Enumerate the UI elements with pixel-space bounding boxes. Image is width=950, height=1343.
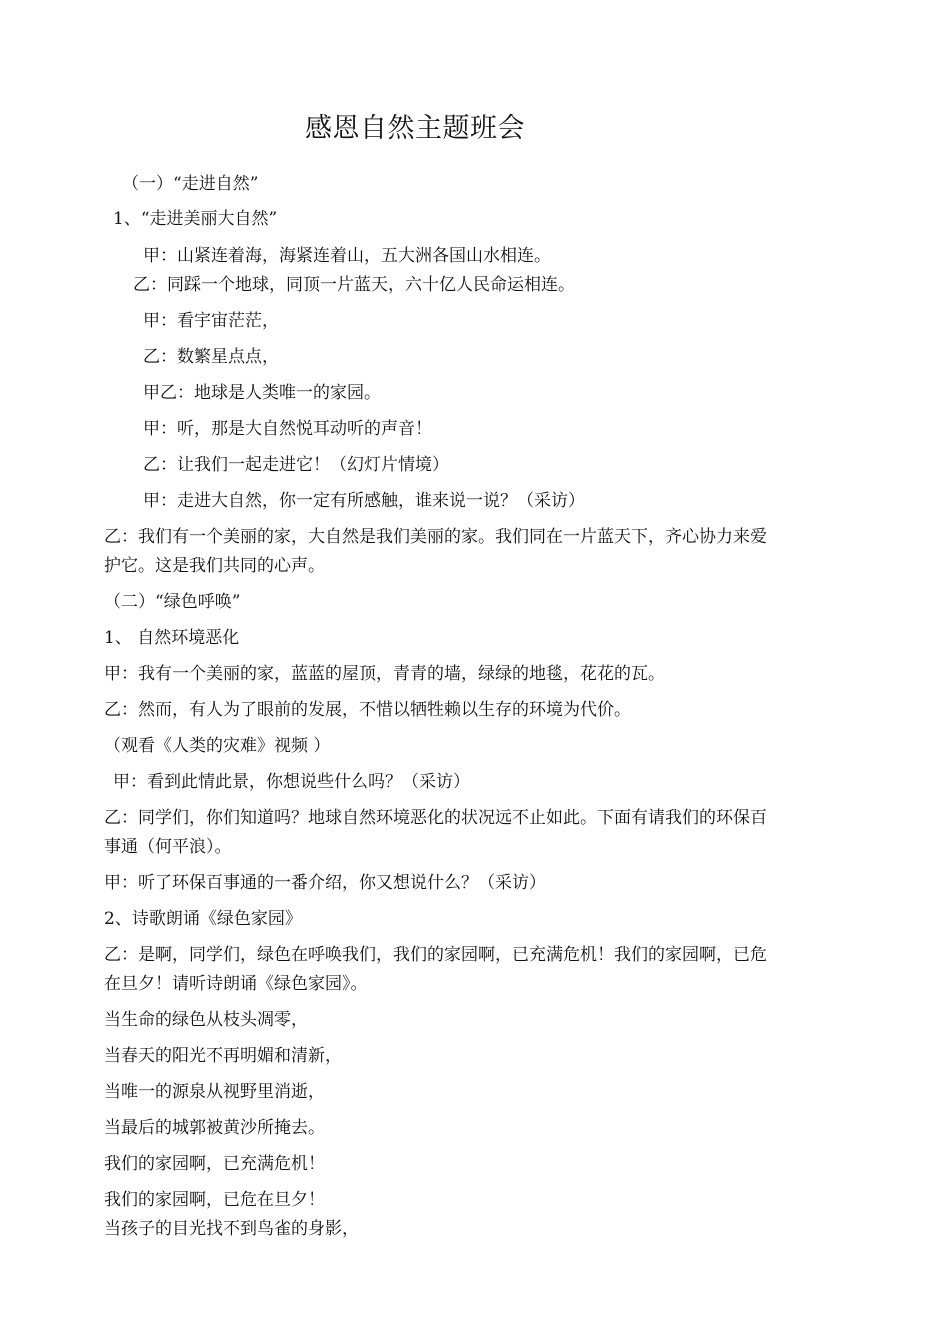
dialogue-line: 甲：山紧连着海，海紧连着山，五大洲各国山水相连。 bbox=[143, 246, 551, 266]
stage-direction: （观看《人类的灾难》视频 ） bbox=[104, 736, 331, 756]
dialogue-line: 乙：是啊，同学们，绿色在呼唤我们，我们的家园啊，已充满危机！我们的家园啊，已危 bbox=[104, 945, 767, 965]
document-title: 感恩自然主题班会 bbox=[305, 113, 525, 144]
poem-line: 我们的家园啊，已充满危机！ bbox=[104, 1154, 325, 1174]
section-heading-1: （一）“走进自然” bbox=[122, 174, 259, 194]
subsection-heading-2-2: 2、诗歌朗诵《绿色家园》 bbox=[104, 909, 302, 929]
subsection-heading-2-1: 1、 自然环境恶化 bbox=[104, 628, 240, 648]
poem-line: 当春天的阳光不再明媚和清新， bbox=[104, 1046, 342, 1066]
poem-line: 当唯一的源泉从视野里消逝， bbox=[104, 1082, 325, 1102]
dialogue-line: 甲：看宇宙茫茫， bbox=[143, 311, 279, 331]
dialogue-line: 甲乙：地球是人类唯一的家园。 bbox=[143, 383, 381, 403]
dialogue-line: 甲：听，那是大自然悦耳动听的声音！ bbox=[143, 419, 432, 439]
section-heading-2: （二）“绿色呼唤” bbox=[104, 592, 241, 612]
dialogue-line: 乙：然而，有人为了眼前的发展，不惜以牺牲赖以生存的环境为代价。 bbox=[104, 700, 631, 720]
dialogue-line: 乙：同学们，你们知道吗？地球自然环境恶化的状况远不止如此。下面有请我们的环保百 bbox=[104, 808, 767, 828]
dialogue-line: 乙：同踩一个地球，同顶一片蓝天，六十亿人民命运相连。 bbox=[133, 275, 575, 295]
poem-line: 当最后的城郭被黄沙所掩去。 bbox=[104, 1118, 325, 1138]
subsection-heading-1-1: 1、“走进美丽大自然” bbox=[113, 209, 278, 229]
dialogue-line: 甲：看到此情此景，你想说些什么吗？（采访） bbox=[113, 772, 470, 792]
dialogue-line: 乙：让我们一起走进它！（幻灯片情境） bbox=[143, 455, 449, 475]
poem-line: 当孩子的目光找不到鸟雀的身影， bbox=[104, 1219, 359, 1239]
dialogue-line: 甲：我有一个美丽的家，蓝蓝的屋顶，青青的墙，绿绿的地毯，花花的瓦。 bbox=[104, 664, 665, 684]
dialogue-line: 甲：听了环保百事通的一番介绍，你又想说什么？（采访） bbox=[104, 873, 546, 893]
dialogue-line-continued: 事通（何平浪）。 bbox=[104, 837, 232, 857]
dialogue-line-continued: 护它。这是我们共同的心声。 bbox=[104, 556, 325, 576]
dialogue-line: 乙：数繁星点点， bbox=[143, 347, 279, 367]
poem-line: 当生命的绿色从枝头凋零， bbox=[104, 1010, 308, 1030]
dialogue-line-continued: 在旦夕！请听诗朗诵《绿色家园》。 bbox=[104, 974, 368, 994]
dialogue-line: 乙：我们有一个美丽的家，大自然是我们美丽的家。我们同在一片蓝天下，齐心协力来爱 bbox=[104, 527, 767, 547]
dialogue-line: 甲：走进大自然，你一定有所感触，谁来说一说？（采访） bbox=[143, 491, 585, 511]
poem-line: 我们的家园啊，已危在旦夕！ bbox=[104, 1190, 325, 1210]
